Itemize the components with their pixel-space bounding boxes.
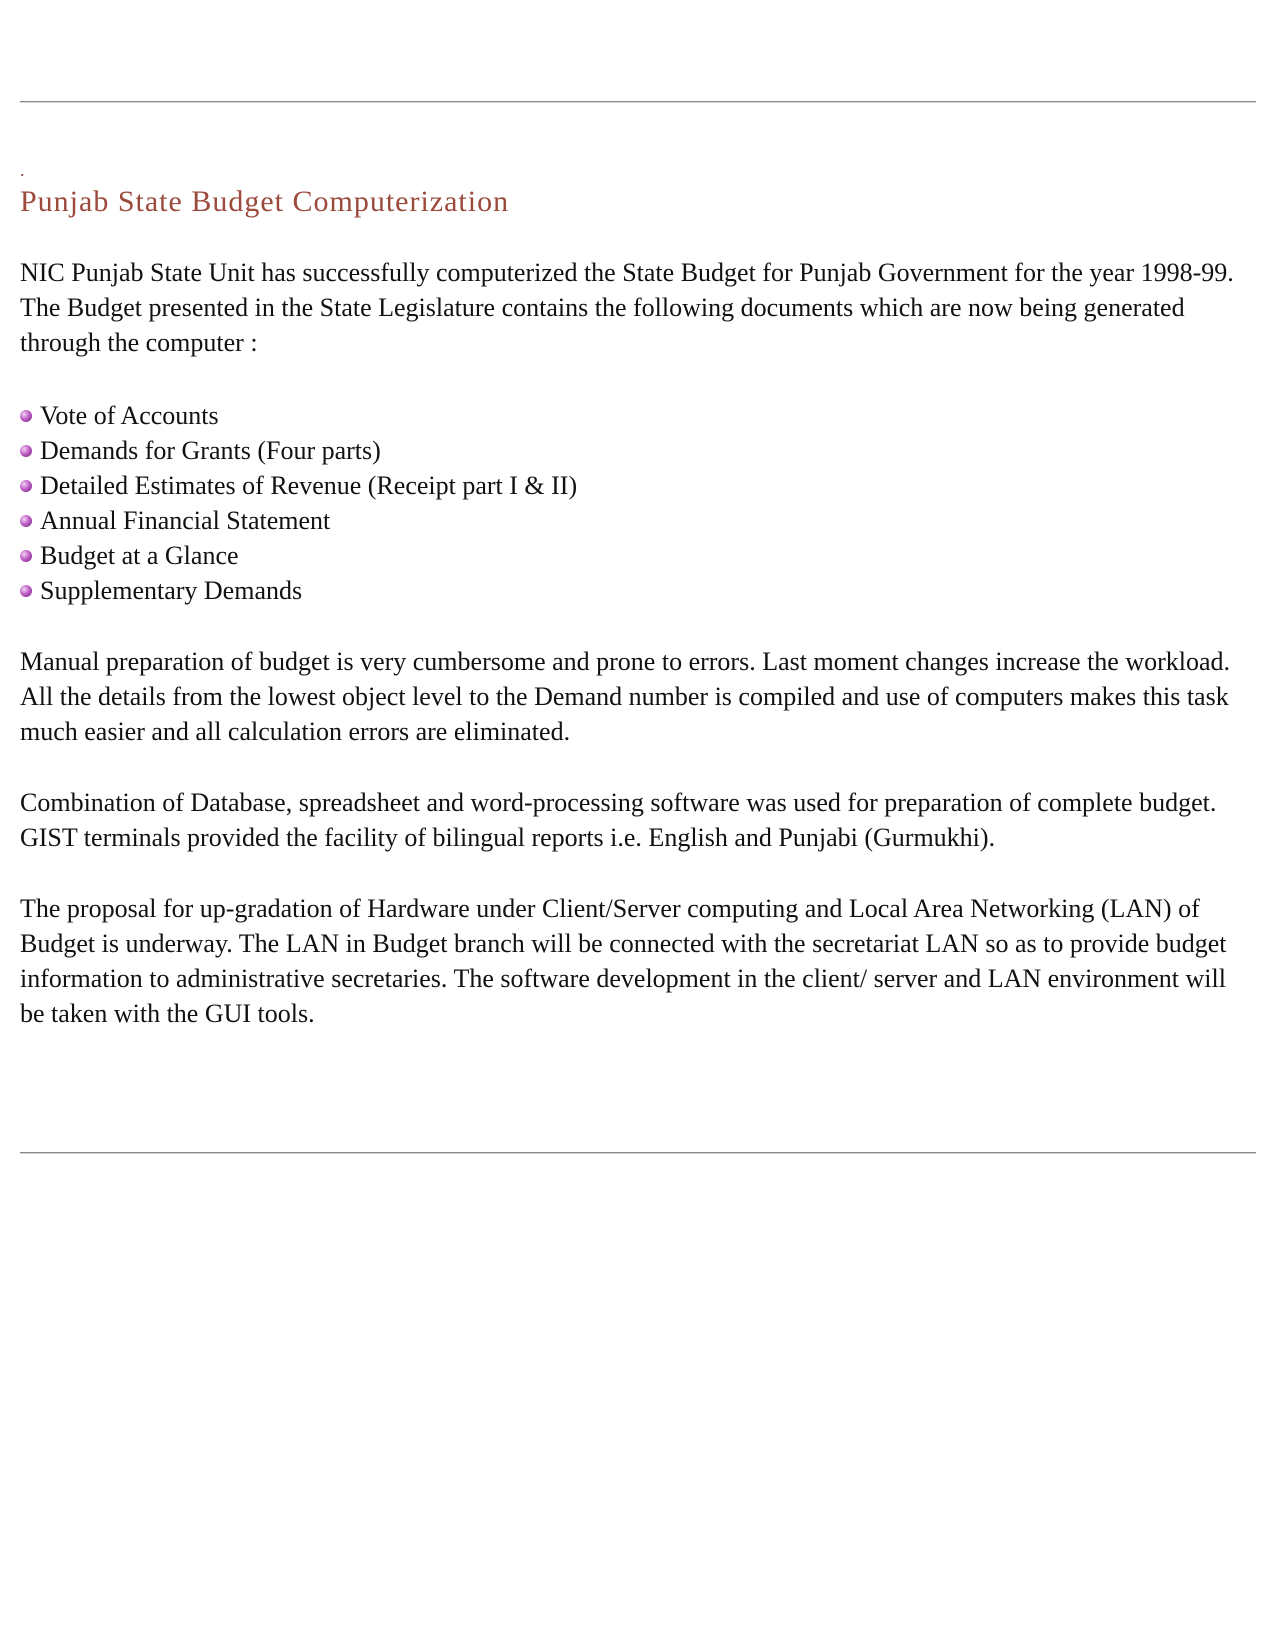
bullet-icon	[20, 550, 32, 562]
bullet-icon	[20, 515, 32, 527]
list-item-label: Annual Financial Statement	[40, 506, 331, 535]
anchor-dot: .	[20, 160, 25, 180]
list-item	[20, 573, 1256, 608]
budget-documents-list	[20, 398, 1256, 608]
intro-paragraph: NIC Punjab State Unit has successfully computerized the State Budget for Punjab Government for the year 1998-99. The Budget presented in the State Legislature contains the following documents which are now being generated through the computer :	[20, 258, 1234, 357]
top-divider	[20, 101, 1256, 103]
list-item	[20, 398, 1256, 433]
list-item-label: Supplementary Demands	[40, 576, 303, 605]
bullet-icon	[20, 410, 32, 422]
list-item-label: Detailed Estimates of Revenue (Receipt part I & II)	[40, 471, 578, 500]
list-item	[20, 468, 1256, 503]
bullet-icon	[20, 480, 32, 492]
list-item	[20, 433, 1256, 468]
list-item	[20, 503, 1256, 538]
page-title: Punjab State Budget Computerization	[20, 185, 510, 218]
manual-preparation-paragraph: Manual preparation of budget is very cumbersome and prone to errors. Last moment changes increase the workload. All the details from the lowest object level to the Demand number is compiled and use of computers makes this task much easier and all calculation errors are eliminated.	[20, 647, 1231, 746]
page-content	[20, 160, 1256, 1031]
list-item-label: Demands for Grants (Four parts)	[40, 436, 381, 465]
list-item-label: Budget at a Glance	[40, 541, 239, 570]
bottom-divider	[20, 1152, 1256, 1154]
lan-proposal-paragraph: The proposal for up-gradation of Hardware under Client/Server computing and Local Area Networking (LAN) of Budget is underway. The LAN in Budget branch will be connected with the secretariat LAN so as to provide budget information to administrative secretaries. The software development in the client/ server and LAN environment will be taken with the GUI tools.	[20, 894, 1227, 1028]
software-paragraph: Combination of Database, spreadsheet and word-processing software was used for preparation of complete budget. GIST terminals provided the facility of bilingual reports i.e. English and Punjabi (Gurmukhi).	[20, 788, 1217, 852]
list-item-label: Vote of Accounts	[40, 401, 219, 430]
bullet-icon	[20, 445, 32, 457]
bullet-icon	[20, 585, 32, 597]
list-item	[20, 538, 1256, 573]
